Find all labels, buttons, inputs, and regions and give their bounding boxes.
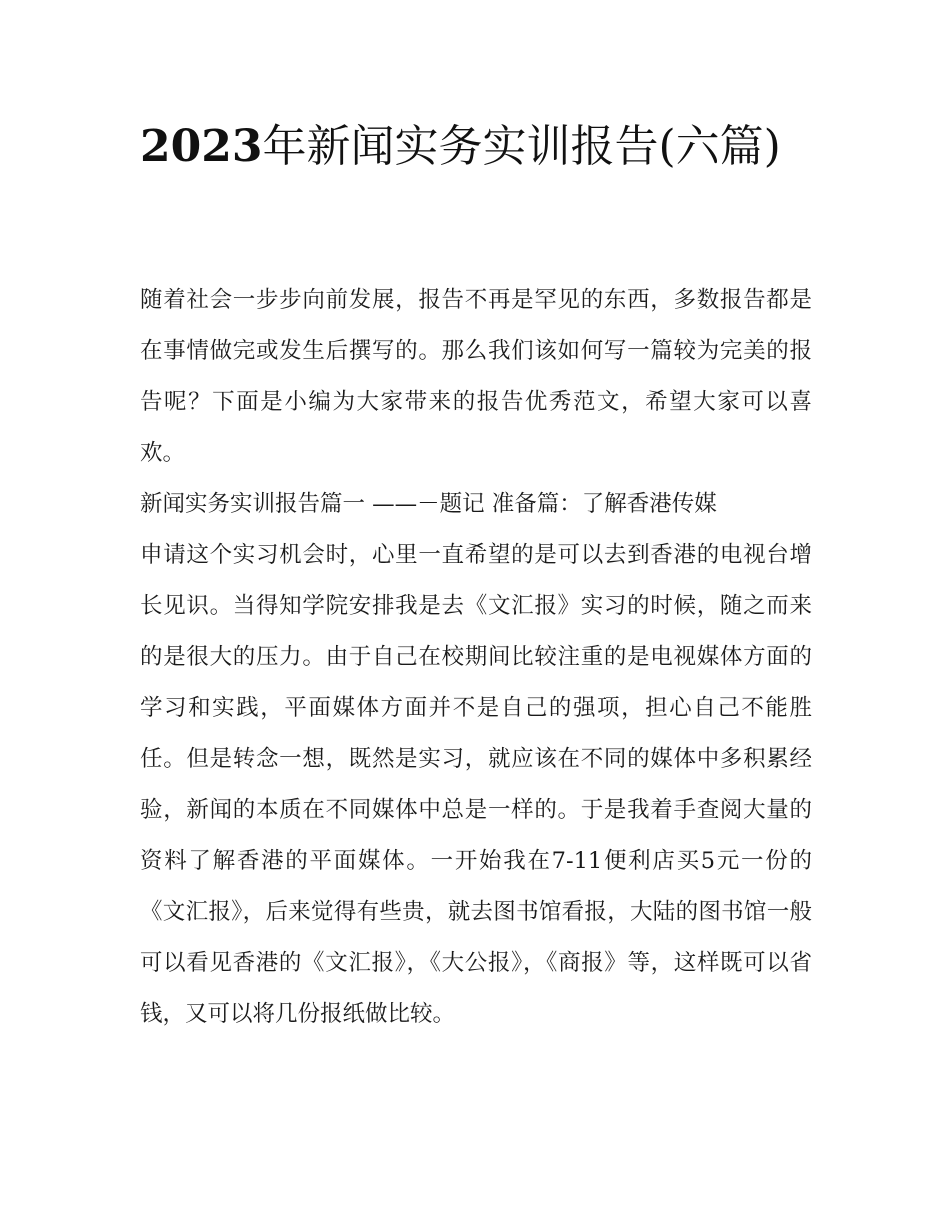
- title-year: 2023: [140, 121, 263, 172]
- title-text: 年新闻实务实训报告(六篇): [262, 121, 781, 172]
- document-title: [140, 112, 820, 182]
- section-paragraph: 申请这个实习机会时，心里一直希望的是可以去到香港的电视台增长见识。当得知学院安排我是去《文汇报》实习的时候，随之而来的是很大的压力。由于自己在校期间比较注重的是电视媒体方面的学习和实践，平面媒体方面并不是自己的强项，担心自己不能胜任。但是转念一想，既然是实习，就应该在不同的媒体中多积累经验，新闻的本质在不同媒体中总是一样的。于是我着手查阅大量的资料了解香港的平面媒体。一开始我在7-11便利店买5元一份的《文汇报》，后来觉得有些贵，就去图书馆看报，大陆的图书馆一般可以看见香港的《文汇报》，《大公报》，《商报》等，这样既可以省钱，又可以将几份报纸做比较。: [140, 542, 812, 1027]
- section-heading: 新闻实务实训报告篇一 ——－题记 准备篇：了解香港传媒: [140, 491, 717, 517]
- intro-paragraph: 随着社会一步步向前发展，报告不再是罕见的东西，多数报告都是在事情做完或发生后撰写的。那么我们该如何写一篇较为完美的报告呢？下面是小编为大家带来的报告优秀范文，希望大家可以喜欢。: [140, 287, 812, 466]
- document-body: [140, 275, 812, 1040]
